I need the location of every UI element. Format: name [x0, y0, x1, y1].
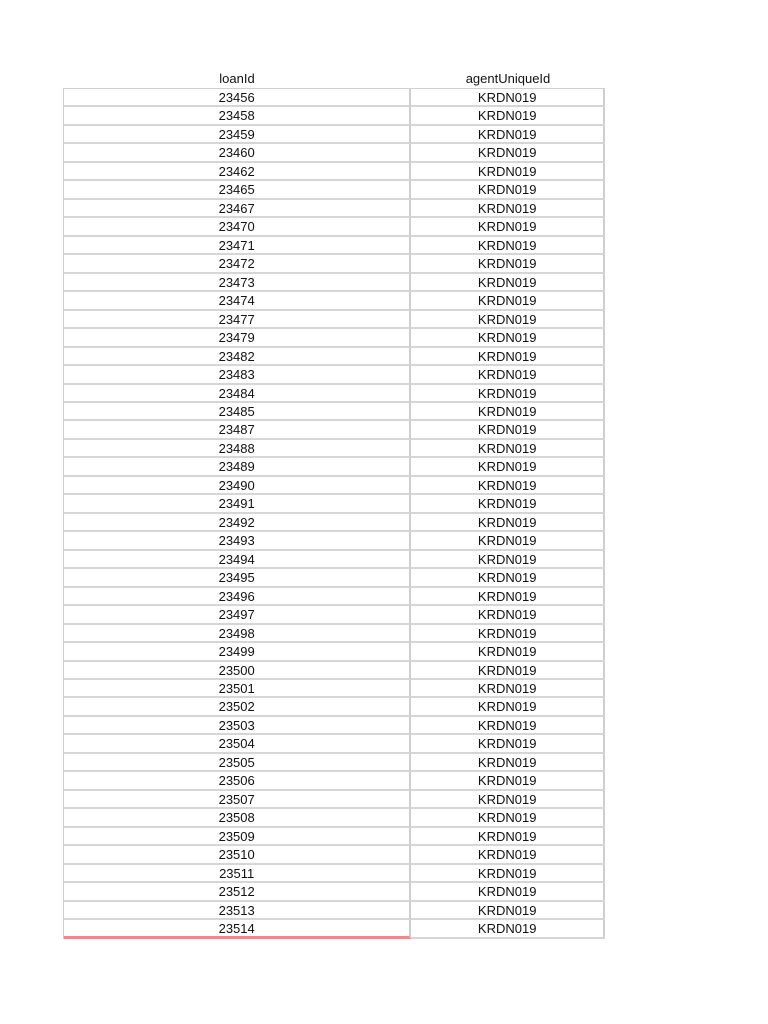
- cell-loanid[interactable]: 23495: [64, 569, 411, 587]
- cell-agentuniqueid[interactable]: KRDN019: [411, 477, 605, 495]
- table-row: [64, 181, 605, 199]
- table-row: [64, 902, 605, 920]
- cell-agentuniqueid[interactable]: KRDN019: [411, 200, 605, 218]
- cell-loanid[interactable]: 23498: [64, 625, 411, 643]
- table-row: [64, 421, 605, 439]
- cell-agentuniqueid[interactable]: KRDN019: [411, 237, 605, 255]
- cell-loanid[interactable]: 23491: [64, 495, 411, 513]
- cell-agentuniqueid[interactable]: KRDN019: [411, 643, 605, 661]
- cell-loanid[interactable]: 23477: [64, 311, 411, 329]
- cell-agentuniqueid[interactable]: KRDN019: [411, 421, 605, 439]
- table-row: [64, 403, 605, 421]
- cell-loanid[interactable]: 23510: [64, 846, 411, 864]
- cell-loanid[interactable]: 23479: [64, 329, 411, 347]
- table-row: [64, 329, 605, 347]
- table-row: [64, 606, 605, 624]
- cell-agentuniqueid[interactable]: KRDN019: [411, 532, 605, 550]
- cell-agentuniqueid[interactable]: KRDN019: [411, 366, 605, 384]
- cell-agentuniqueid[interactable]: KRDN019: [411, 698, 605, 716]
- table-row: [64, 348, 605, 366]
- cell-agentuniqueid[interactable]: KRDN019: [411, 717, 605, 735]
- cell-agentuniqueid[interactable]: KRDN019: [411, 126, 605, 144]
- table-row: [64, 532, 605, 550]
- cell-loanid[interactable]: 23513: [64, 902, 411, 920]
- table-row: [64, 717, 605, 735]
- table-header-row: [63, 70, 605, 88]
- cell-loanid[interactable]: 23467: [64, 200, 411, 218]
- table-row: [64, 569, 605, 587]
- table-row: [64, 662, 605, 680]
- table-row: [64, 643, 605, 661]
- table-row: [64, 477, 605, 495]
- cell-agentuniqueid[interactable]: KRDN019: [411, 348, 605, 366]
- table-row: [64, 754, 605, 772]
- cell-loanid[interactable]: 23501: [64, 680, 411, 698]
- table-row: [64, 366, 605, 384]
- table-row: [64, 237, 605, 255]
- cell-loanid[interactable]: 23499: [64, 643, 411, 661]
- cell-loanid[interactable]: 23485: [64, 403, 411, 421]
- cell-loanid[interactable]: 23509: [64, 828, 411, 846]
- cell-agentuniqueid[interactable]: KRDN019: [411, 735, 605, 753]
- cell-agentuniqueid[interactable]: KRDN019: [411, 551, 605, 569]
- cell-loanid[interactable]: 23492: [64, 514, 411, 532]
- spreadsheet-page: [63, 70, 605, 939]
- table-row: [64, 772, 605, 790]
- cell-loanid[interactable]: 23460: [64, 144, 411, 162]
- table-row: [64, 791, 605, 809]
- cell-agentuniqueid[interactable]: KRDN019: [411, 920, 605, 938]
- cell-agentuniqueid[interactable]: KRDN019: [411, 902, 605, 920]
- table-row: [64, 865, 605, 883]
- table-row: [64, 809, 605, 827]
- cell-loanid[interactable]: 23506: [64, 772, 411, 790]
- table-row: [64, 846, 605, 864]
- table-row: [64, 144, 605, 162]
- cell-agentuniqueid[interactable]: KRDN019: [411, 144, 605, 162]
- cell-loanid[interactable]: 23489: [64, 458, 411, 476]
- cell-agentuniqueid[interactable]: KRDN019: [411, 606, 605, 624]
- cell-loanid[interactable]: 23511: [64, 865, 411, 883]
- table-row: [64, 218, 605, 236]
- cell-loanid[interactable]: 23465: [64, 181, 411, 199]
- cell-loanid[interactable]: 23505: [64, 754, 411, 772]
- table-row: [64, 625, 605, 643]
- cell-loanid[interactable]: 23504: [64, 735, 411, 753]
- cell-agentuniqueid[interactable]: KRDN019: [411, 625, 605, 643]
- table-row: [64, 680, 605, 698]
- cell-agentuniqueid[interactable]: KRDN019: [411, 181, 605, 199]
- column-header-agentuniqueid: agentUniqueId: [465, 71, 551, 86]
- cell-loanid[interactable]: 23508: [64, 809, 411, 827]
- cell-agentuniqueid[interactable]: KRDN019: [411, 495, 605, 513]
- cell-agentuniqueid[interactable]: KRDN019: [411, 883, 605, 901]
- cell-agentuniqueid[interactable]: KRDN019: [411, 662, 605, 680]
- table-row: [64, 255, 605, 273]
- cell-agentuniqueid[interactable]: KRDN019: [411, 218, 605, 236]
- cell-agentuniqueid[interactable]: KRDN019: [411, 772, 605, 790]
- cell-loanid[interactable]: 23494: [64, 551, 411, 569]
- table-row: [64, 495, 605, 513]
- table-row: [64, 200, 605, 218]
- table-row: [64, 920, 605, 938]
- cell-loanid[interactable]: 23490: [64, 477, 411, 495]
- cell-loanid[interactable]: 23496: [64, 588, 411, 606]
- cell-agentuniqueid[interactable]: KRDN019: [411, 569, 605, 587]
- cell-agentuniqueid[interactable]: KRDN019: [411, 385, 605, 403]
- cell-loanid[interactable]: 23488: [64, 440, 411, 458]
- cell-agentuniqueid[interactable]: KRDN019: [411, 311, 605, 329]
- cell-loanid[interactable]: 23482: [64, 348, 411, 366]
- cell-agentuniqueid[interactable]: KRDN019: [411, 865, 605, 883]
- cell-loanid[interactable]: 23500: [64, 662, 411, 680]
- cell-loanid[interactable]: 23483: [64, 366, 411, 384]
- cell-loanid[interactable]: 23507: [64, 791, 411, 809]
- table-row: [64, 458, 605, 476]
- cell-loanid[interactable]: 23493: [64, 532, 411, 550]
- table-row: [64, 163, 605, 181]
- table-row: [64, 440, 605, 458]
- cell-agentuniqueid[interactable]: KRDN019: [411, 846, 605, 864]
- cell-agentuniqueid[interactable]: KRDN019: [411, 329, 605, 347]
- cell-agentuniqueid[interactable]: KRDN019: [411, 274, 605, 292]
- cell-agentuniqueid[interactable]: KRDN019: [411, 809, 605, 827]
- table-row: [64, 126, 605, 144]
- cell-agentuniqueid[interactable]: KRDN019: [411, 828, 605, 846]
- cell-agentuniqueid[interactable]: KRDN019: [411, 588, 605, 606]
- cell-agentuniqueid[interactable]: KRDN019: [411, 440, 605, 458]
- cell-agentuniqueid[interactable]: KRDN019: [411, 403, 605, 421]
- column-header-loanid: loanId: [219, 71, 255, 86]
- table-row: [64, 385, 605, 403]
- table-row: [64, 292, 605, 310]
- cell-agentuniqueid[interactable]: KRDN019: [411, 292, 605, 310]
- cell-loanid[interactable]: 23471: [64, 237, 411, 255]
- table-row: [64, 698, 605, 716]
- cell-loanid[interactable]: 23473: [64, 274, 411, 292]
- cell-loanid[interactable]: 23462: [64, 163, 411, 181]
- cell-agentuniqueid[interactable]: KRDN019: [411, 791, 605, 809]
- cell-agentuniqueid[interactable]: KRDN019: [411, 680, 605, 698]
- cell-loanid[interactable]: 23487: [64, 421, 411, 439]
- cell-loanid[interactable]: 23497: [64, 606, 411, 624]
- cell-agentuniqueid[interactable]: KRDN019: [411, 458, 605, 476]
- table-body: [63, 88, 605, 939]
- cell-loanid[interactable]: 23484: [64, 385, 411, 403]
- cell-agentuniqueid[interactable]: KRDN019: [411, 107, 605, 125]
- table-row: [64, 735, 605, 753]
- cell-loanid[interactable]: 23474: [64, 292, 411, 310]
- cell-loanid[interactable]: 23503: [64, 717, 411, 735]
- cell-loanid[interactable]: 23502: [64, 698, 411, 716]
- table-row: [64, 89, 605, 107]
- cell-loanid[interactable]: 23470: [64, 218, 411, 236]
- cell-agentuniqueid[interactable]: KRDN019: [411, 163, 605, 181]
- table-row: [64, 514, 605, 532]
- table-row: [64, 588, 605, 606]
- table-row: [64, 828, 605, 846]
- table-row: [64, 311, 605, 329]
- table-row: [64, 107, 605, 125]
- cell-loanid[interactable]: 23459: [64, 126, 411, 144]
- cell-agentuniqueid[interactable]: KRDN019: [411, 255, 605, 273]
- cell-agentuniqueid[interactable]: KRDN019: [411, 89, 605, 107]
- table-row: [64, 883, 605, 901]
- cell-loanid[interactable]: 23458: [64, 107, 411, 125]
- cell-loanid[interactable]: 23512: [64, 883, 411, 901]
- table-row: [64, 551, 605, 569]
- cell-agentuniqueid[interactable]: KRDN019: [411, 754, 605, 772]
- table-row: [64, 274, 605, 292]
- cell-loanid[interactable]: 23456: [64, 89, 411, 107]
- cell-agentuniqueid[interactable]: KRDN019: [411, 514, 605, 532]
- cell-loanid[interactable]: 23514: [64, 920, 411, 938]
- cell-loanid[interactable]: 23472: [64, 255, 411, 273]
